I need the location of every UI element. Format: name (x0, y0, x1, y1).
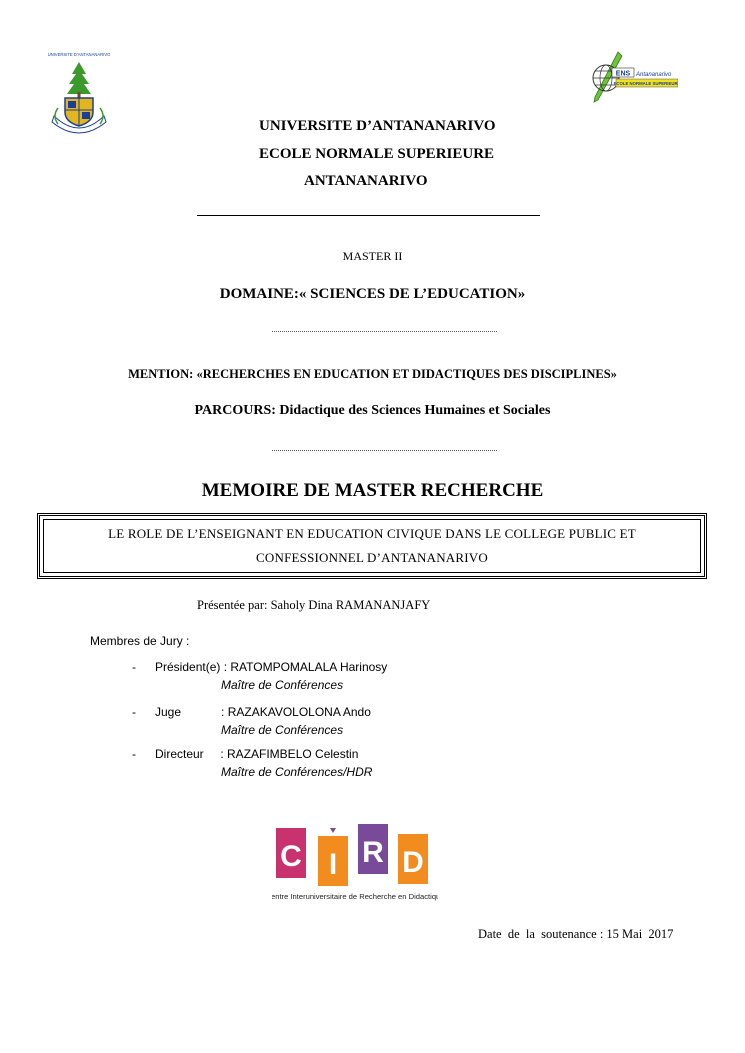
jury-member-label: Président(e) : RATOMPOMALALA Harinosy (155, 660, 388, 674)
jury-heading: Membres de Jury : (90, 634, 190, 648)
city-name: ANTANANARIVO (304, 173, 428, 189)
dotted-divider-1 (272, 331, 497, 332)
seal-top-text: UNIVERSITE D'ANTANANARIVO (48, 52, 110, 57)
ens-logo (586, 48, 678, 106)
university-seal-logo (48, 50, 110, 136)
thesis-title-line-2: CONFESSIONNEL D’ANTANANARIVO (256, 550, 488, 565)
thesis-title-line-1: LE ROLE DE L’ENSEIGNANT EN EDUCATION CIVIQUE DANS LE COLLEGE PUBLIC ET (108, 526, 636, 541)
level-label: MASTER II (342, 249, 403, 263)
header-divider (197, 215, 540, 216)
jury-dash: - (132, 747, 136, 761)
cird-logo (272, 822, 438, 904)
mention-heading: MENTION: «RECHERCHES EN EDUCATION ET DIDACTIQUES DES DISCIPLINES» (128, 367, 617, 381)
dotted-divider-2 (272, 450, 497, 451)
cird-logo-icon (272, 822, 438, 904)
jury-member-role: Maître de Conférences/HDR (221, 765, 373, 779)
jury-member-role: Maître de Conférences (221, 678, 344, 692)
university-seal-icon (48, 50, 110, 136)
jury-dash: - (132, 660, 136, 674)
cird-letter-i: I (328, 848, 338, 881)
jury-member-role: Maître de Conférences (221, 723, 344, 737)
cird-letter-d: D (402, 846, 424, 879)
ens-globe-logo-icon (586, 48, 678, 106)
memoire-title: MEMOIRE DE MASTER RECHERCHE (201, 480, 544, 501)
cird-caption: Centre Interuniversitaire de Recherche en Didactique (272, 892, 438, 901)
ens-city-text: Antananarivo (636, 72, 672, 78)
jury-member-label: Juge : RAZAKAVOLOLONA Ando (155, 705, 371, 719)
domaine-heading: DOMAINE:« SCIENCES DE L’EDUCATION» (219, 286, 526, 302)
university-name: UNIVERSITE D’ANTANANARIVO (259, 118, 496, 134)
school-name: ECOLE NORMALE SUPERIEURE (259, 146, 495, 162)
jury-dash: - (132, 705, 136, 719)
jury-member-label: Directeur : RAZAFIMBELO Celestin (155, 747, 359, 761)
defense-date: Date de la soutenance : 15 Mai 2017 (478, 927, 674, 941)
parcours-heading: PARCOURS: Didactique des Sciences Humaines et Sociales (194, 403, 551, 418)
ens-badge-text: ENS (615, 70, 631, 78)
presented-by: Présentée par: Saholy Dina RAMANANJAFY (197, 598, 431, 612)
thesis-title-inner (43, 519, 701, 573)
cird-letter-r: R (362, 836, 384, 869)
ens-school-text: ECOLE NORMALE SUPERIEURE (613, 81, 678, 86)
cird-letter-c: C (280, 840, 302, 873)
thesis-title-box (37, 513, 707, 579)
